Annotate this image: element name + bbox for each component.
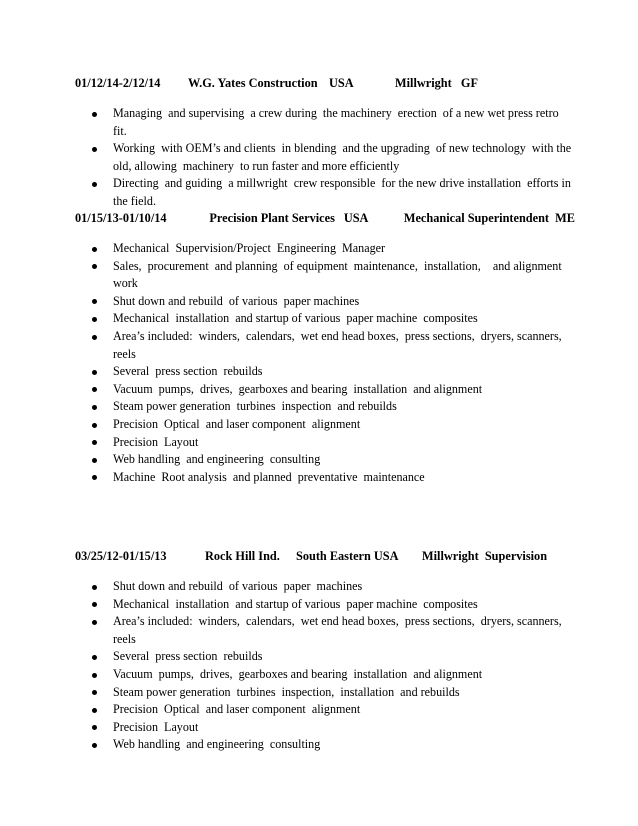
job-title: Mechanical Superintendent ME	[403, 211, 575, 225]
list-item: Steam power generation turbines inspection, installation and rebuilds	[75, 684, 575, 702]
job-header	[75, 548, 575, 564]
job-bullets	[75, 105, 575, 211]
job-header	[75, 210, 575, 226]
job-title: Millwright GF	[395, 76, 478, 90]
job-company: W.G. Yates Construction	[188, 76, 318, 90]
list-item: Mechanical installation and startup of various paper machine composites	[75, 596, 575, 614]
job-dates: 01/12/14-2/12/14	[75, 76, 161, 90]
list-item: Sales, procurement and planning of equipment maintenance, installation, and alignment work	[75, 258, 575, 293]
list-item: Several press section rebuilds	[75, 363, 575, 381]
list-item: Working with OEM’s and clients in blending and the upgrading of new technology with the old, allowing machinery to run faster and more efficiently	[75, 140, 575, 175]
list-item: Web handling and engineering consulting	[75, 451, 575, 469]
job-dates: 03/25/12-01/15/13	[75, 549, 167, 563]
job-company: Rock Hill Ind.	[205, 549, 280, 563]
list-item: Precision Optical and laser component alignment	[75, 701, 575, 719]
job-bullets	[75, 578, 575, 754]
list-item: Web handling and engineering consulting	[75, 736, 575, 754]
job-entry-rock-hill	[75, 548, 575, 754]
job-entry-yates	[75, 75, 575, 211]
list-item: Steam power generation turbines inspection and rebuilds	[75, 398, 575, 416]
job-location: USA	[329, 76, 354, 90]
job-header	[75, 75, 575, 91]
job-entry-precision-plant	[75, 210, 575, 486]
job-bullets	[75, 240, 575, 486]
job-company: Precision Plant Services	[209, 211, 335, 225]
list-item: Machine Root analysis and planned preventative maintenance	[75, 469, 575, 487]
list-item: Managing and supervising a crew during the machinery erection of a new wet press retro fit.	[75, 105, 575, 140]
list-item: Area’s included: winders, calendars, wet end head boxes, press sections, dryers, scanners, reels	[75, 328, 575, 363]
job-title: Millwright Supervision	[422, 549, 548, 563]
list-item: Vacuum pumps, drives, gearboxes and bearing installation and alignment	[75, 381, 575, 399]
list-item: Precision Layout	[75, 719, 575, 737]
job-dates: 01/15/13-01/10/14	[75, 211, 167, 225]
job-location: South Eastern USA	[296, 549, 399, 563]
list-item: Mechanical installation and startup of various paper machine composites	[75, 310, 575, 328]
list-item: Shut down and rebuild of various paper machines	[75, 293, 575, 311]
list-item: Several press section rebuilds	[75, 648, 575, 666]
list-item: Precision Optical and laser component alignment	[75, 416, 575, 434]
list-item: Shut down and rebuild of various paper machines	[75, 578, 575, 596]
list-item: Mechanical Supervision/Project Engineering Manager	[75, 240, 575, 258]
list-item: Directing and guiding a millwright crew responsible for the new drive installation efforts in the field.	[75, 175, 575, 210]
list-item: Vacuum pumps, drives, gearboxes and bearing installation and alignment	[75, 666, 575, 684]
job-location: USA	[343, 211, 369, 225]
list-item: Precision Layout	[75, 434, 575, 452]
list-item: Area’s included: winders, calendars, wet end head boxes, press sections, dryers, scanners, reels	[75, 613, 575, 648]
